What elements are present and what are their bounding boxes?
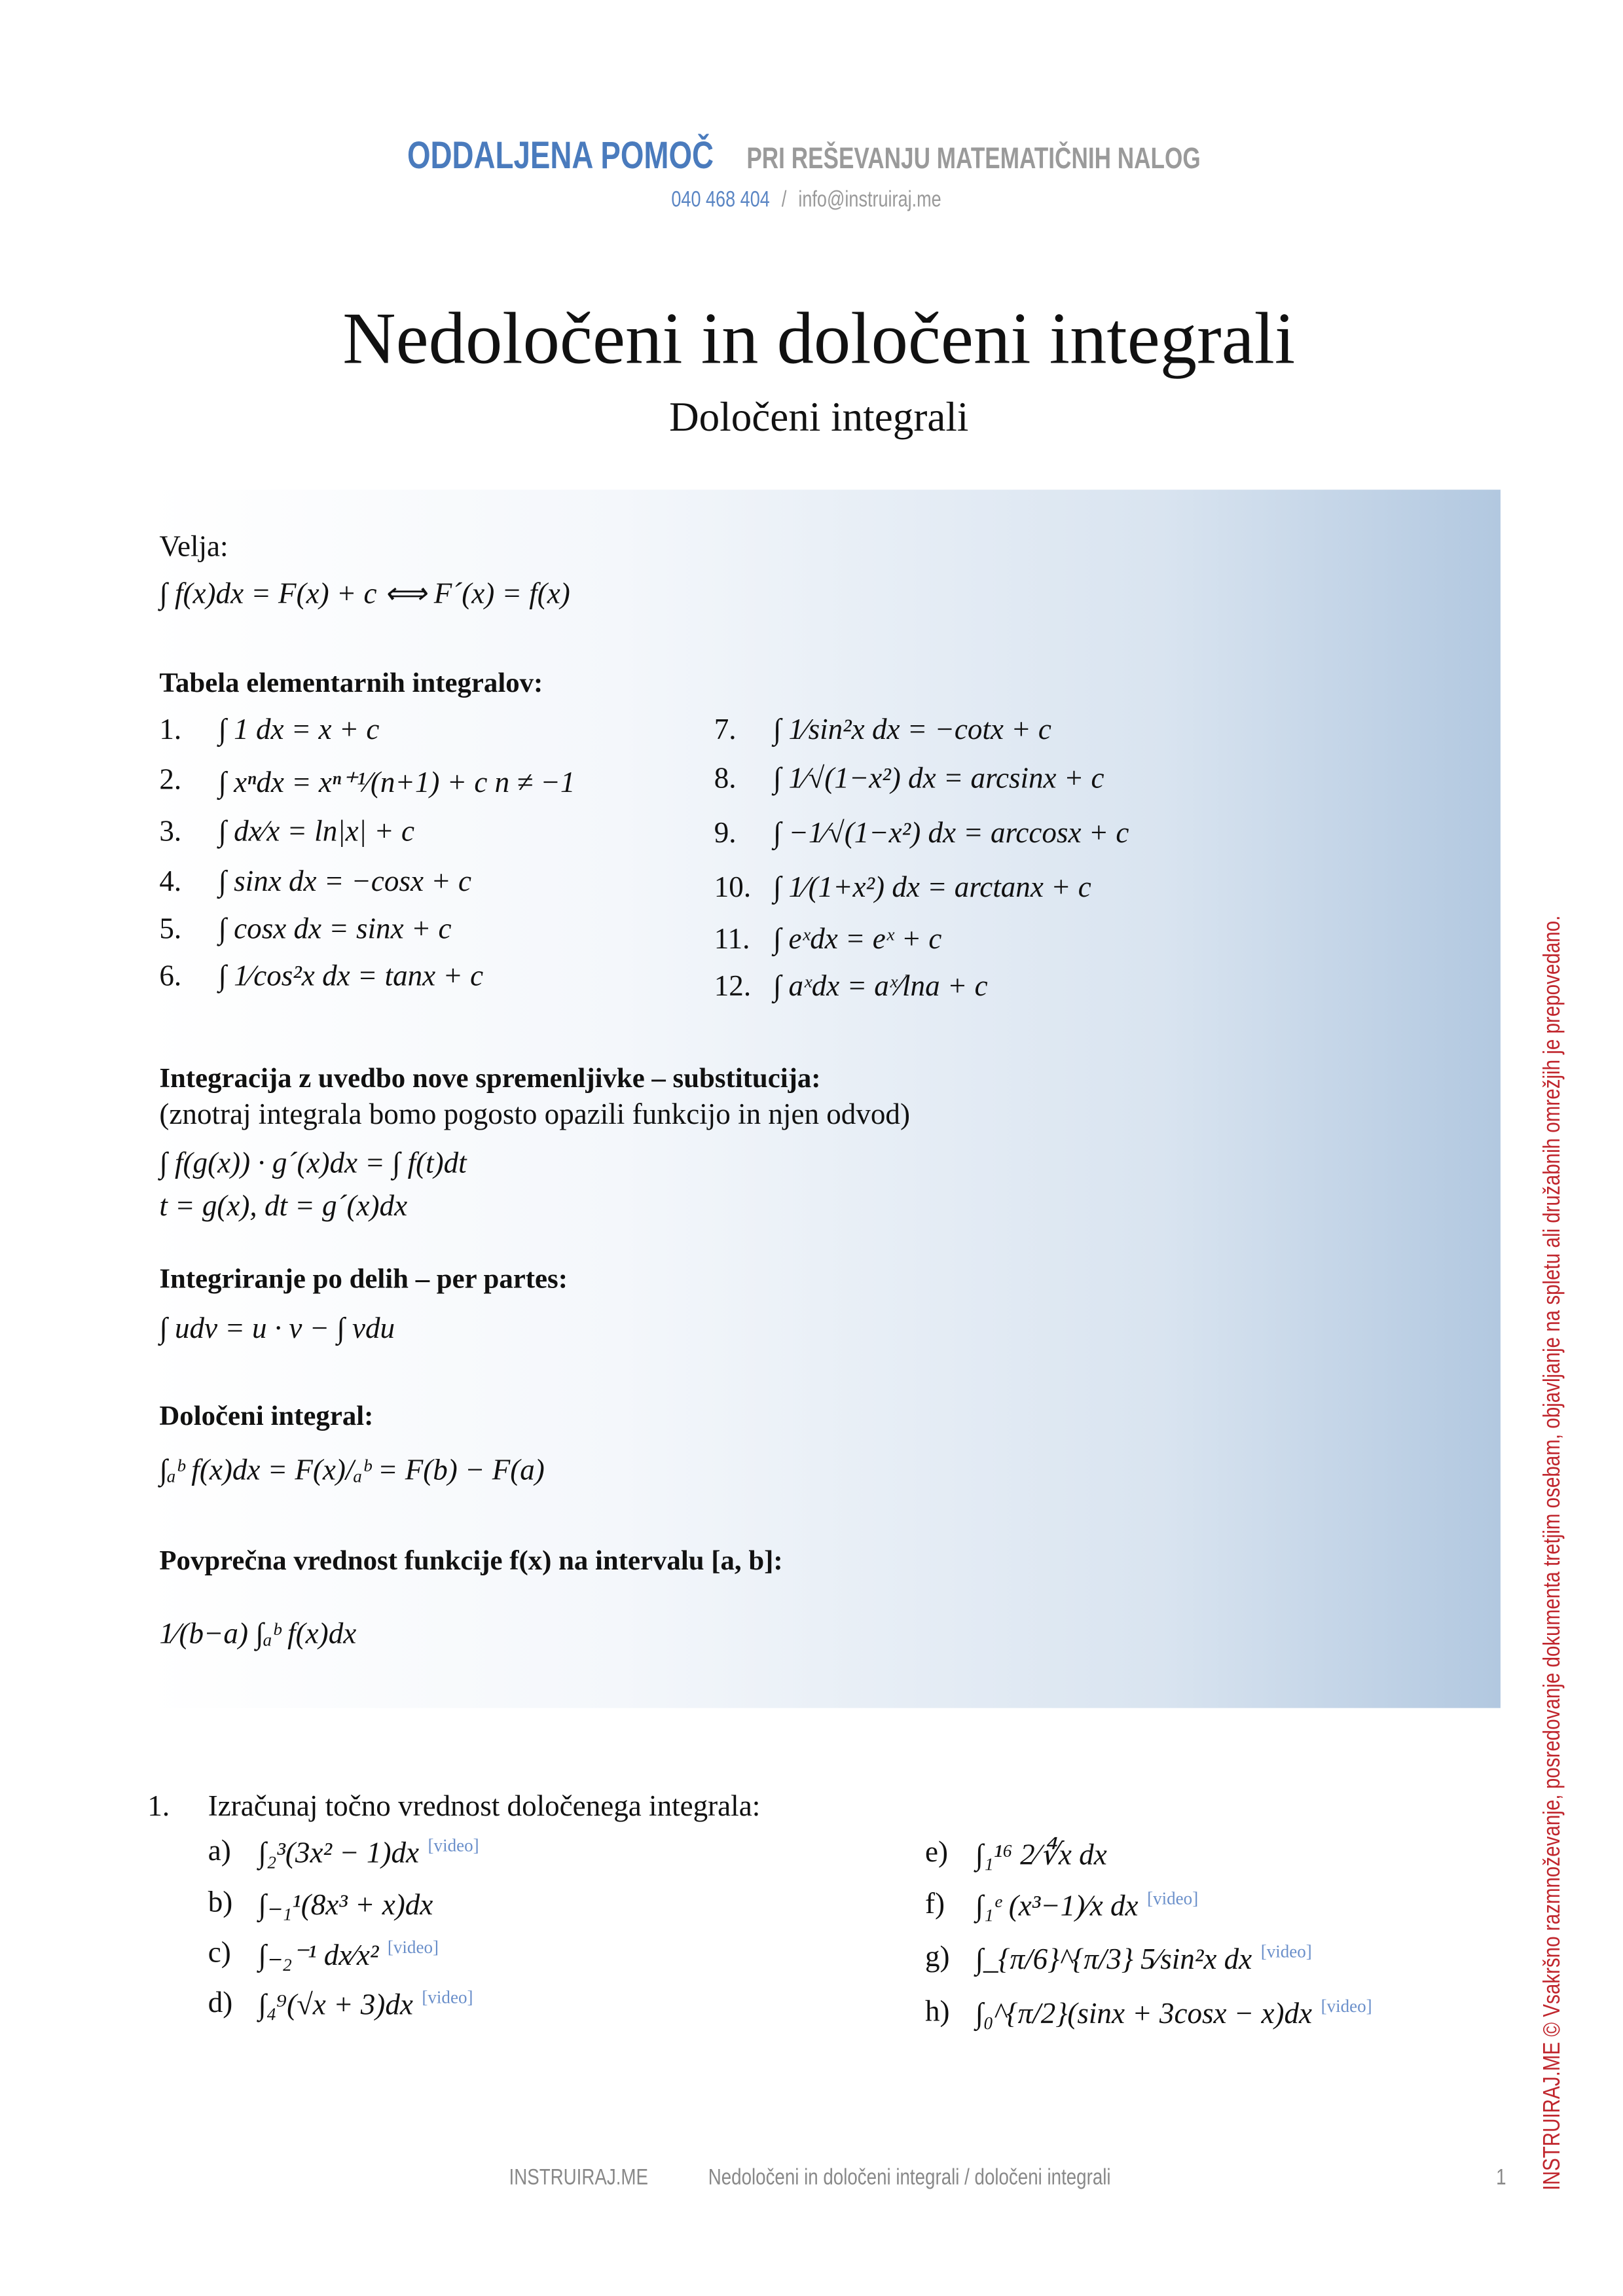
exercise-a-label: a) (208, 1835, 231, 1868)
formula-text: ∫₀^{π/2}(sinx + 3cosx − x)dx (975, 1998, 1313, 2031)
table-item-label: 5. (159, 912, 182, 946)
formula-text: ∫ 1 dx = x + c (218, 713, 380, 747)
formula-text: ∫ 1⁄(1+x²) dx = arctanx + c (773, 871, 1091, 905)
formula-text: ∫₋₁¹(8x³ + x)dx (258, 1889, 433, 1922)
video-link[interactable]: [video] (1321, 1996, 1372, 2017)
table-item-formula (773, 817, 1129, 851)
exercise-b-formula (258, 1886, 433, 1923)
table-item-label: 4. (159, 865, 182, 899)
video-link[interactable]: [video] (422, 1986, 473, 2008)
table-item-label: 9. (714, 817, 737, 850)
exercise-number: 1. (147, 1790, 170, 1823)
page-title: Nedoločeni in določeni integrali (342, 296, 1296, 380)
parts-formula: ∫ udv = u · v − ∫ vdu (159, 1312, 395, 1346)
exercise-h-label: h) (925, 1996, 950, 2028)
mean-heading: Povprečna vrednost funkcije f(x) na intervalu [a, b]: (159, 1545, 783, 1577)
formula-text: ∫₁¹⁶ 2⁄∜x dx (975, 1839, 1107, 1872)
exercise-a-formula (258, 1835, 479, 1871)
mean-formula: 1⁄(b−a) ∫ₐᵇ f(x)dx (159, 1618, 357, 1651)
table-item-label: 12. (714, 970, 752, 1003)
velja-label: Velja: (159, 531, 228, 564)
formula-text: ∫ −1⁄√(1−x²) dx = arccosx + c (773, 817, 1129, 850)
exercise-f-formula (976, 1888, 1199, 1925)
definite-formula: ∫ₐᵇ f(x)dx = F(x)/ₐᵇ = F(b) − F(a) (159, 1454, 545, 1487)
parts-heading: Integriranje po delih – per partes: (159, 1264, 568, 1295)
table-heading: Tabela elementarnih integralov: (159, 668, 543, 700)
header-contact (671, 187, 941, 212)
table-item-label: 6. (159, 960, 182, 993)
substitution-note: (znotraj integrala bomo pogosto opazili funkcijo in njen odvod) (159, 1098, 910, 1132)
table-item-label: 8. (714, 762, 737, 795)
table-item-formula (773, 924, 942, 958)
table-item-formula (219, 866, 471, 900)
table-item-label: 7. (714, 713, 737, 747)
table-item-formula (219, 816, 414, 850)
formula-text: ∫₄⁹(√x + 3)dx (258, 1989, 413, 2022)
header-tagline: PRI REŠEVANJU MATEMATIČNIH NALOG (746, 143, 1201, 176)
formula-text: ∫ aˣdx = aˣ⁄lna + c (773, 970, 988, 1003)
exercise-e-formula (976, 1837, 1107, 1873)
email-link[interactable]: info@instruiraj.me (798, 187, 941, 213)
exercise-c-formula (258, 1937, 439, 1973)
velja-formula: ∫ f(x)dx = F(x) + c ⟺ F´(x) = f(x) (159, 578, 570, 611)
table-item-label: 1. (159, 713, 182, 747)
exercise-g-formula (976, 1941, 1312, 1978)
video-link[interactable]: [video] (1147, 1888, 1199, 1909)
footer-document-title: Nedoločeni in določeni integrali / določeni integrali (708, 2165, 1111, 2191)
video-link[interactable]: [video] (387, 1937, 439, 1958)
substitution-definition: t = g(x), dt = g´(x)dx (159, 1190, 408, 1223)
table-item-formula (219, 960, 484, 994)
exercise-c-label: c) (208, 1936, 231, 1969)
table-item-label: 11. (714, 923, 750, 956)
formula-text: ∫ 1⁄sin²x dx = −cotx + c (773, 713, 1051, 747)
copyright-watermark: INSTRUIRAJ.ME © Vsakršno razmnoževanje, posredovanje dokumenta tretjim osebam, objavljanje na spletu ali družabnih omrežjih je prepovedano. (1540, 915, 1566, 2191)
formula-text: ∫ sinx dx = −cosx + c (218, 865, 471, 899)
formula-text: ∫ xⁿdx = xⁿ⁺¹⁄(n+1) + c n ≠ −1 (218, 766, 575, 800)
formula-text: ∫₁ᵉ (x³−1)⁄x dx (975, 1890, 1139, 1923)
phone-link[interactable]: 040 468 404 (671, 187, 770, 213)
formula-text: ∫ 1⁄cos²x dx = tanx + c (218, 960, 484, 993)
exercise-f-label: f) (925, 1888, 945, 1921)
formula-text: ∫_{π/6}^{π/3} 5⁄sin²x dx (975, 1943, 1252, 1977)
table-item-formula (773, 971, 988, 1005)
footer-page-number: 1 (1496, 2165, 1506, 2191)
table-item-formula (773, 762, 1104, 797)
substitution-formula: ∫ f(g(x)) · g´(x)dx = ∫ f(t)dt (159, 1147, 467, 1180)
table-item-formula (219, 913, 452, 947)
formula-text: ∫ eˣdx = eˣ + c (773, 923, 942, 956)
contact-separator: / (781, 187, 787, 213)
table-item-formula (219, 764, 575, 800)
formula-text: ∫₂³(3x² − 1)dx (258, 1837, 420, 1870)
page-subtitle: Določeni integrali (669, 395, 969, 441)
table-item-formula (773, 714, 1051, 748)
table-item-formula (219, 714, 380, 748)
exercise-h-formula (976, 1996, 1372, 2032)
formula-text: ∫₋₂⁻¹ dx⁄x² (258, 1939, 379, 1973)
footer-site: INSTRUIRAJ.ME (509, 2165, 649, 2191)
exercise-g-label: g) (925, 1941, 950, 1974)
formula-text: ∫ 1⁄√(1−x²) dx = arcsinx + c (773, 762, 1104, 795)
video-link[interactable]: [video] (428, 1835, 479, 1856)
exercise-d-formula (258, 1987, 473, 2024)
exercise-e-label: e) (925, 1836, 949, 1869)
substitution-heading: Integracija z uvedbo nove spremenljivke – substitucija: (159, 1063, 821, 1095)
header-brand: ODDALJENA POMOČ (407, 132, 714, 177)
exercise-b-label: b) (208, 1886, 233, 1919)
video-link[interactable]: [video] (1260, 1941, 1312, 1962)
definite-heading: Določeni integral: (159, 1401, 374, 1433)
table-item-label: 10. (714, 871, 752, 905)
exercise-d-label: d) (208, 1986, 233, 2020)
table-item-label: 2. (159, 764, 182, 797)
exercise-prompt: Izračunaj točno vrednost določenega integrala: (208, 1790, 761, 1823)
table-item-formula (773, 872, 1091, 906)
formula-text: ∫ cosx dx = sinx + c (218, 912, 452, 946)
formula-text: ∫ dx⁄x = ln|x| + c (218, 816, 414, 848)
table-item-label: 3. (159, 816, 182, 848)
